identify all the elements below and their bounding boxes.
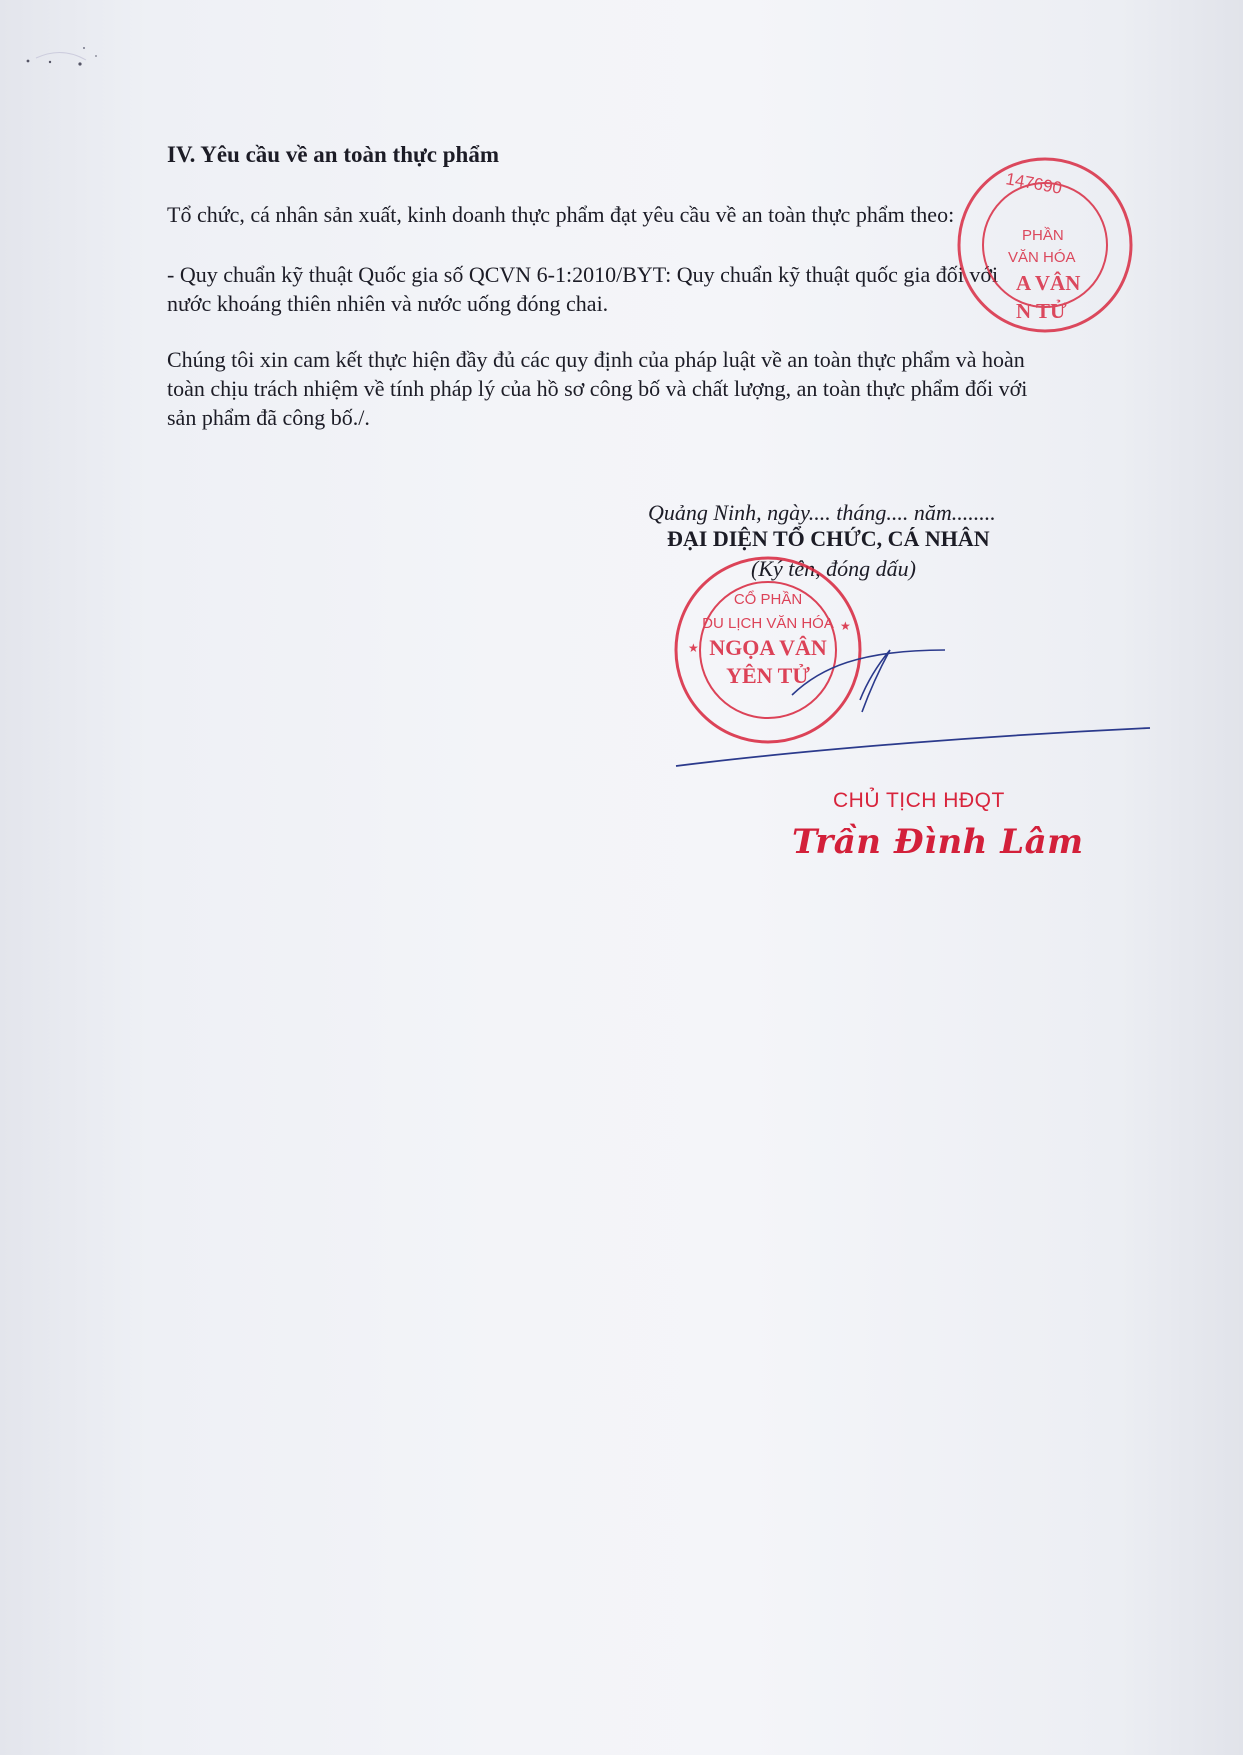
chairman-name-stamp: Trần Đình Lâm — [792, 822, 1084, 862]
seal-main-line-1: CỔ PHẦN — [733, 591, 803, 608]
seal-main-line-4: YÊN TỬ — [726, 663, 810, 688]
paragraph-commitment-line-1: Chúng tôi xin cam kết thực hiện đầy đủ các quy định của pháp luật về an toàn thực phẩm và hoàn — [167, 347, 1025, 372]
paragraph-standard — [167, 260, 998, 318]
paragraph-commitment-line-2: toàn chịu trách nhiệm về tính pháp lý của hồ sơ công bố và chất lượng, an toàn thực phẩm đối với — [167, 376, 1028, 401]
handwritten-signature — [676, 650, 1150, 766]
section-heading: IV. Yêu cầu về an toàn thực phẩm — [167, 142, 500, 167]
place-date-line: Quảng Ninh, ngày.... tháng.... năm........ — [648, 500, 996, 525]
seal-star-right: ★ — [840, 619, 851, 633]
paragraph-commitment — [167, 345, 1027, 432]
seal-star-left: ★ — [688, 641, 699, 655]
scan-artifact-mark — [22, 40, 102, 70]
representative-note: (Ký tên, đóng dấu) — [751, 556, 916, 581]
paragraph-standard-line-1: - Quy chuẩn kỹ thuật Quốc gia số QCVN 6-1:2010/BYT: Quy chuẩn kỹ thuật quốc gia đối với — [167, 262, 999, 287]
paragraph-commitment-line-3: sản phẩm đã công bố./. — [167, 405, 370, 430]
seal-main-line-2: DU LỊCH VĂN HÓA — [702, 615, 834, 632]
seal-top-line-3: A VÂN — [1016, 271, 1081, 295]
chairman-title-stamp: CHỦ TỊCH HĐQT — [833, 789, 1005, 812]
seal-top-line-1: PHẦN — [1022, 227, 1064, 244]
seal-main-line-3: NGỌA VÂN — [709, 635, 827, 660]
paragraph-standard-line-2: nước khoáng thiên nhiên và nước uống đóng chai. — [167, 291, 609, 316]
paragraph-requirements: Tổ chức, cá nhân sản xuất, kinh doanh thực phẩm đạt yêu cầu về an toàn thực phẩm theo: — [167, 202, 955, 227]
seal-top-line-4: N TỬ — [1016, 299, 1067, 323]
seal-top-number: 147690 — [1004, 169, 1064, 198]
company-seal-main — [676, 558, 860, 742]
representative-title: ĐẠI DIỆN TỔ CHỨC, CÁ NHÂN — [667, 526, 990, 551]
seal-top-line-2: VĂN HÓA — [1008, 249, 1076, 266]
